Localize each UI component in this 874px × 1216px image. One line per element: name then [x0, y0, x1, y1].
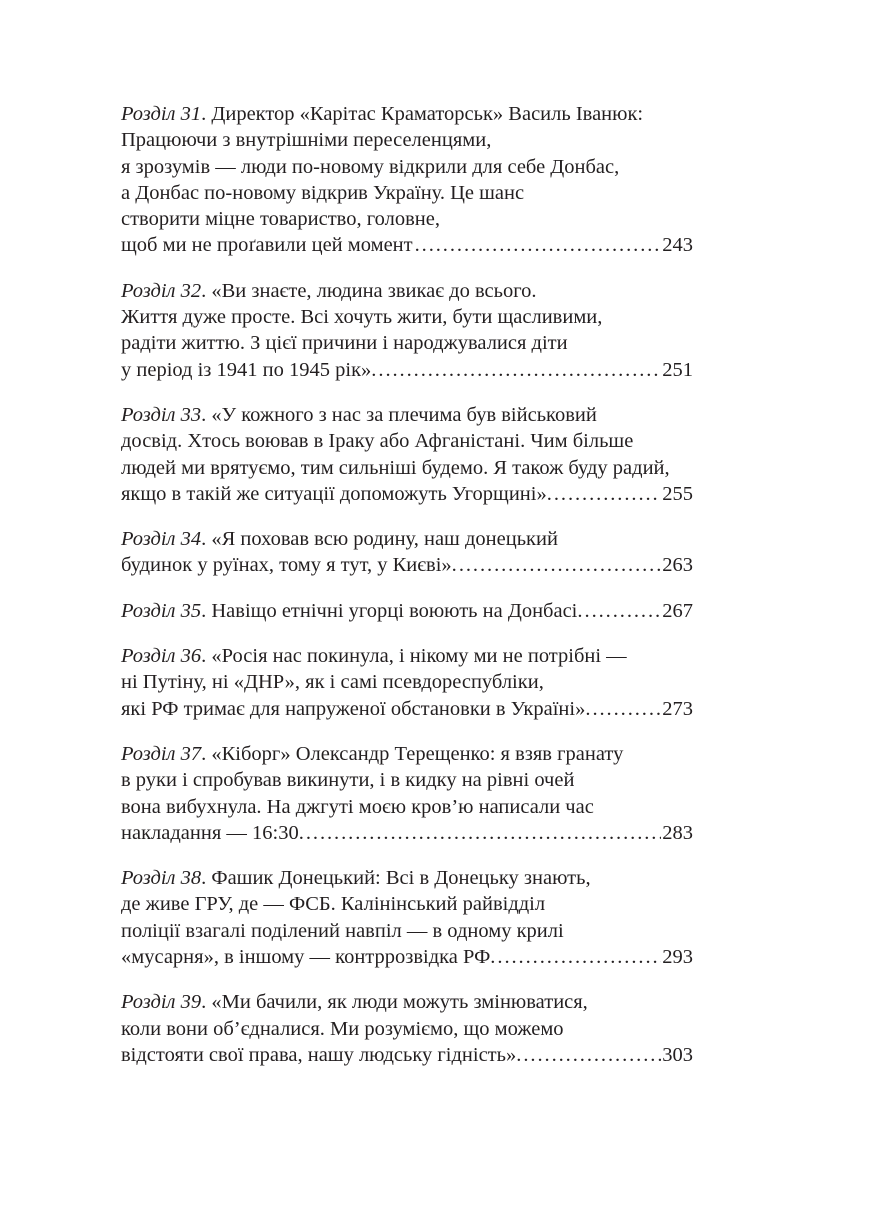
page-number: 303: [662, 1043, 693, 1066]
dot-leader: [306, 820, 661, 846]
dot-leader: [523, 1042, 661, 1068]
chapter-label: Розділ 35: [121, 599, 202, 622]
chapter-label: Розділ 33: [121, 403, 202, 426]
dot-leader: [415, 232, 662, 258]
toc-line: радіти життю. З цієї причини і народжувалися діти: [121, 332, 568, 355]
chapter-label: Розділ 31: [121, 103, 202, 125]
toc-line: [121, 278, 693, 304]
chapter-title-text: . «Кіборг» Олександр Терещенко: я взяв гранату: [201, 742, 624, 765]
page-number: 263: [662, 554, 693, 577]
toc-last-line: [121, 481, 693, 507]
toc-last-line: [121, 696, 693, 722]
toc-line: Працюючи з внутрішніми переселенцями,: [121, 129, 492, 152]
dot-leader: [497, 944, 661, 970]
toc-line: досвід. Хтось воював в Іраку або Афганістані. Чим більше: [121, 430, 634, 453]
toc-line: [121, 741, 693, 767]
toc-entry-36: [121, 643, 693, 722]
toc-line: [121, 402, 693, 428]
toc-entry-38: [121, 865, 693, 970]
chapter-title-text: . Фашик Донецький: Всі в Донецьку знають,: [201, 867, 591, 890]
toc-entry-35: [121, 598, 693, 624]
toc-entry-39: [121, 989, 693, 1068]
toc-last-line: [121, 232, 693, 258]
chapter-title-text: . Директор «Карітас Краматорськ» Василь Іванюк:: [201, 103, 644, 125]
toc-line: коли вони об’єдналися. Ми розуміємо, що можемо: [121, 1017, 564, 1040]
toc-last-line: [121, 598, 693, 624]
chapter-label: Розділ 38: [121, 867, 202, 890]
toc-line: в руки і спробував викинути, і в кидку на рівні очей: [121, 769, 575, 792]
page-number: 243: [662, 234, 693, 257]
chapter-label: Розділ 39: [121, 991, 202, 1014]
toc-line: [121, 101, 693, 127]
toc-line: Життя дуже просте. Всі хочуть жити, бути щасливими,: [121, 306, 603, 329]
toc-line: ні Путіну, ні «ДНР», як і самі псевдореспубліки,: [121, 671, 544, 694]
dot-leader: [378, 357, 661, 383]
dot-leader: [592, 696, 661, 722]
toc-line: де живе ГРУ, де — ФСБ. Калінінський райвідділ: [121, 893, 546, 916]
toc-line: [121, 989, 693, 1015]
dot-leader: [554, 481, 661, 507]
toc-line-text: якщо в такій же ситуації допоможуть Угорщині».: [121, 482, 552, 505]
page-number: 267: [662, 599, 693, 622]
toc-line: [121, 526, 693, 552]
toc-line: створити міцне товариство, головне,: [121, 208, 440, 231]
toc-line: а Донбас по-новому відкрив Україну. Це шанс: [121, 181, 525, 204]
chapter-title-text: . Навіщо етнічні угорці воюють на Донбасі.: [201, 599, 583, 622]
toc-line-text: накладання — 16:30.: [121, 821, 304, 844]
toc-entry-33: [121, 402, 693, 507]
page-number: 255: [662, 482, 693, 505]
toc-last-line: [121, 944, 693, 970]
toc-line-text: які РФ тримає для напруженої обстановки в Україні».: [121, 697, 591, 720]
toc-entry-34: [121, 526, 693, 579]
toc-last-line: [121, 357, 693, 383]
chapter-title-text: . «Я поховав всю родину, наш донецький: [201, 528, 558, 551]
page-number: 251: [662, 358, 693, 381]
toc-line-text: у період із 1941 по 1945 рік».: [121, 358, 377, 381]
chapter-label: Розділ 32: [121, 279, 202, 302]
chapter-label: Розділ 34: [121, 528, 202, 551]
toc-entry-31: [121, 101, 693, 259]
toc-line: [121, 865, 693, 891]
toc-line-text: «мусарня», в іншому — контррозвідка РФ.: [121, 946, 496, 969]
dot-leader: [459, 552, 661, 578]
chapter-title-text: . «Ви знаєте, людина звикає до всього.: [201, 279, 537, 302]
toc-line-text: будинок у руїнах, тому я тут, у Києві».: [121, 554, 457, 577]
toc-line: поліції взагалі поділений навпіл — в одному крилі: [121, 919, 564, 942]
chapter-label: Розділ 37: [121, 742, 202, 765]
chapter-title-text: . «Ми бачили, як люди можуть змінюватися,: [201, 991, 588, 1014]
toc-line-text: [121, 598, 583, 624]
page-number: 293: [662, 946, 693, 969]
chapter-title-text: . «Росія нас покинула, і нікому ми не потрібні —: [201, 645, 627, 668]
toc-line: людей ми врятуємо, тим сильніші будемо. Я також буду радий,: [121, 456, 670, 479]
dot-leader: [585, 598, 662, 624]
table-of-contents: [121, 101, 693, 1087]
toc-entry-37: [121, 741, 693, 846]
toc-last-line: [121, 552, 693, 578]
toc-line-text: відстояти свої права, нашу людську гідність».: [121, 1043, 522, 1066]
toc-line: вона вибухнула. На джгуті моєю кров’ю написали час: [121, 795, 594, 818]
toc-last-line: [121, 820, 693, 846]
toc-entry-32: [121, 278, 693, 383]
page-number: 283: [662, 821, 693, 844]
toc-line-text: щоб ми не проґавили цей момент: [121, 234, 413, 257]
page-number: 273: [662, 697, 693, 720]
toc-line: [121, 643, 693, 669]
chapter-title-text: . «У кожного з нас за плечима був військовий: [201, 403, 597, 426]
toc-line: я зрозумів — люди по-новому відкрили для себе Донбас,: [121, 155, 620, 178]
chapter-label: Розділ 36: [121, 645, 202, 668]
toc-last-line: [121, 1042, 693, 1068]
